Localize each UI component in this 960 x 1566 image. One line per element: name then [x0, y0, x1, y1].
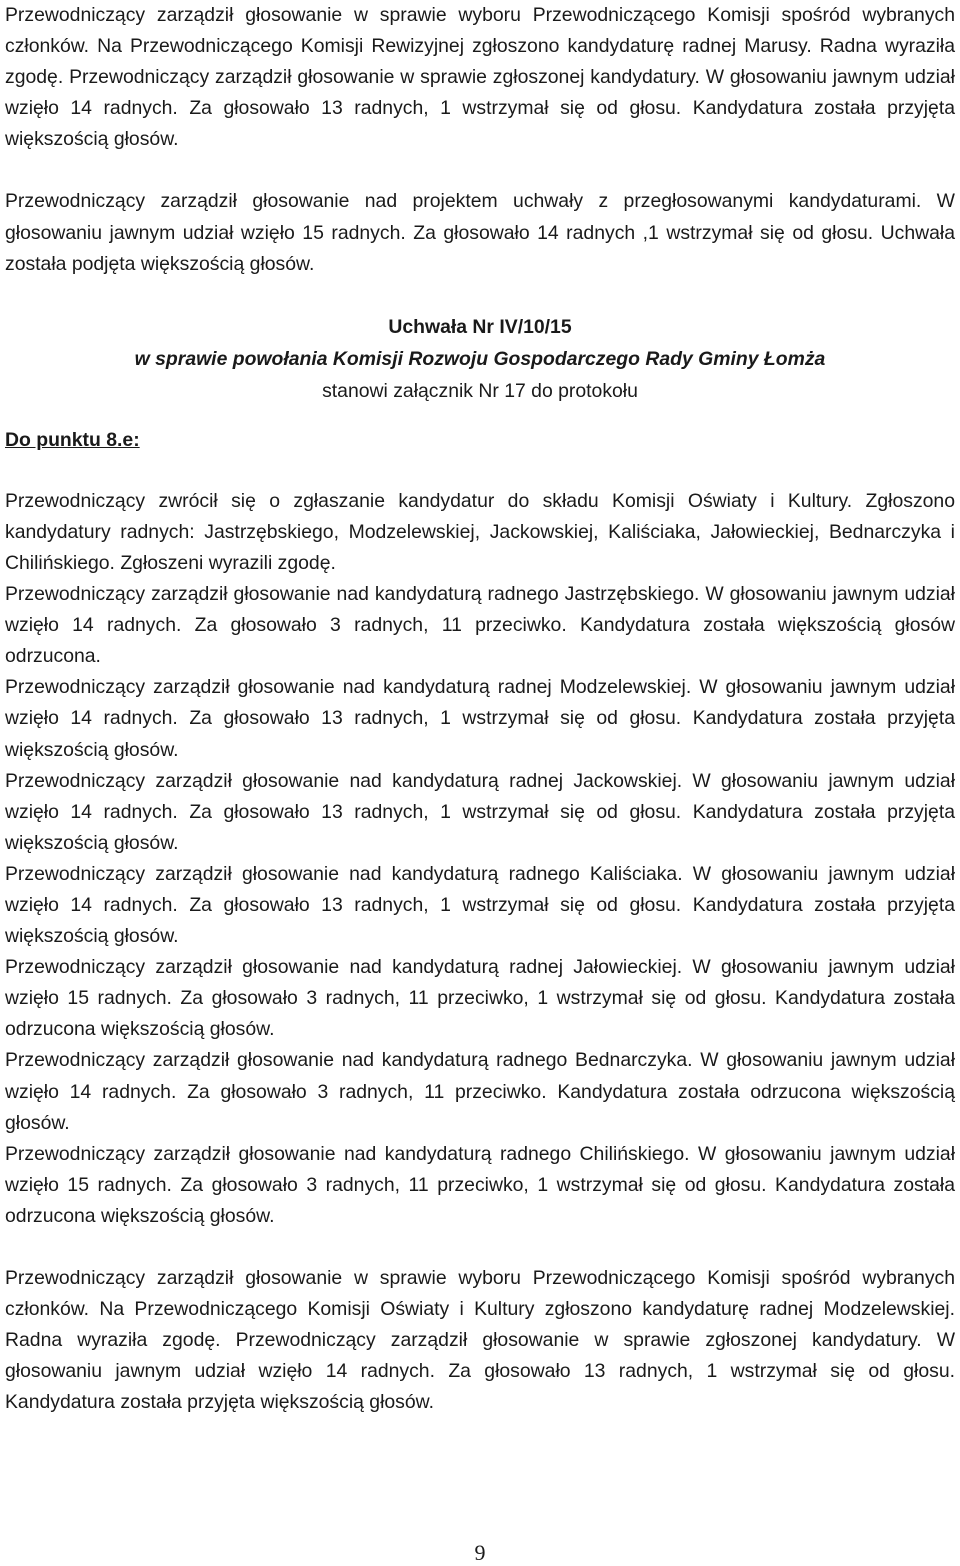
resolution-title: Uchwała Nr IV/10/15 — [388, 315, 572, 338]
paragraph-candidate-call: Przewodniczący zwrócił się o zgłaszanie kandydatur do składu Komisji Oświaty i Kultury. Zgłoszono kandydatury radnych: Jastrzębskiego, Modzelewskiej, Jackowskiej, Kaliściaka, Jałowieckiej, Bednarczyka i Chilińskiego. Zgłoszeni wyrazili zgodę. — [5, 489, 955, 574]
paragraph-education-chair-election: Przewodniczący zarządził głosowanie w sprawie wyboru Przewodniczącego Komisji spośród wybranych członków. Na Przewodniczącego Komisji Oświaty i Kultury zgłoszono kandydaturę radnej Modzelewskiej. Radna wyraziła zgodę. Przewodniczący zarządził głosowanie w sprawie zgłoszonej kandydatury. W głosowaniu jawnym udział wzięło 14 radnych. Za głosowało 13 radnych, 1 wstrzymał się od głosu. Kandydatura została przyjęta większością głosów. — [5, 1267, 955, 1414]
vote-paragraph: Przewodniczący zarządził głosowanie nad kandydaturą radnego Kaliściaka. W głosowaniu jawnym udział wzięło 14 radnych. Za głosowało 13 radnych, 1 wstrzymał się od głosu. Kandydatura została przyjęta większością głosów. — [5, 862, 955, 948]
page-number: 9 — [474, 1540, 486, 1565]
paragraph-audit-chair-election: Przewodniczący zarządził głosowanie w sprawie wyboru Przewodniczącego Komisji spośród wybranych członków. Na Przewodniczącego Komisji Rewizyjnej zgłoszono kandydaturę radnej Marusy. Radna wyraziła zgodę. Przewodniczący zarządził głosowanie w sprawie zgłoszonej kandydatury. W głosowaniu jawnym udział wzięło 14 radnych. Za głosowało 13 radnych, 1 wstrzymał się od głosu. Kandydatura została przyjęta większością głosów. — [5, 4, 955, 151]
resolution-attachment-note: stanowi załącznik Nr 17 do protokołu — [322, 379, 638, 402]
resolution-block — [5, 311, 955, 407]
resolution-subject: w sprawie powołania Komisji Rozwoju Gospodarczego Rady Gminy Łomża — [134, 347, 826, 370]
vote-paragraph: Przewodniczący zarządził głosowanie nad kandydaturą radnej Jackowskiej. W głosowaniu jawnym udział wzięło 14 radnych. Za głosowało 13 radnych, 1 wstrzymał się od głosu. Kandydatura została przyjęta większością głosów. — [5, 769, 955, 854]
paragraph-resolution-vote: Przewodniczący zarządził głosowanie nad projektem uchwały z przegłosowanymi kandydaturami. W głosowaniu jawnym udział wzięło 15 radnych. Za głosowało 14 radnych ,1 wstrzymał się od głosu. Uchwała została podjęta większością głosów. — [5, 190, 955, 275]
vote-paragraph: Przewodniczący zarządził głosowanie nad kandydaturą radnego Bednarczyka. W głosowaniu jawnym udział wzięło 14 radnych. Za głosowało 3 radnych, 11 przeciwko. Kandydatura została odrzucona większością głosów. — [5, 1049, 955, 1134]
vote-paragraph: Przewodniczący zarządził głosowanie nad kandydaturą radnego Chilińskiego. W głosowaniu jawnym udział wzięło 15 radnych. Za głosowało 3 radnych, 11 przeciwko, 1 wstrzymał się od głosu. Kandydatura została odrzucona większością głosów. — [5, 1142, 955, 1227]
candidate-votes-list — [5, 579, 955, 1232]
vote-paragraph: Przewodniczący zarządził głosowanie nad kandydaturą radnej Jałowieckiej. W głosowaniu jawnym udział wzięło 15 radnych. Za głosowało 3 radnych, 11 przeciwko, 1 wstrzymał się od głosu. Kandydatura została odrzucona większością głosów. — [5, 956, 955, 1041]
vote-paragraph: Przewodniczący zarządził głosowanie nad kandydaturą radnego Jastrzębskiego. W głosowaniu jawnym udział wzięło 14 radnych. Za głosowało 3 radnych, 11 przeciwko. Kandydatura została większością głosów odrzucona. — [5, 583, 955, 668]
document-body — [5, 0, 955, 1418]
section-heading: Do punktu 8.e: — [5, 428, 140, 451]
vote-paragraph: Przewodniczący zarządził głosowanie nad kandydaturą radnej Modzelewskiej. W głosowaniu jawnym udział wzięło 14 radnych. Za głosowało 13 radnych, 1 wstrzymał się od głosu. Kandydatura została przyjęta większością głosów. — [5, 676, 955, 761]
